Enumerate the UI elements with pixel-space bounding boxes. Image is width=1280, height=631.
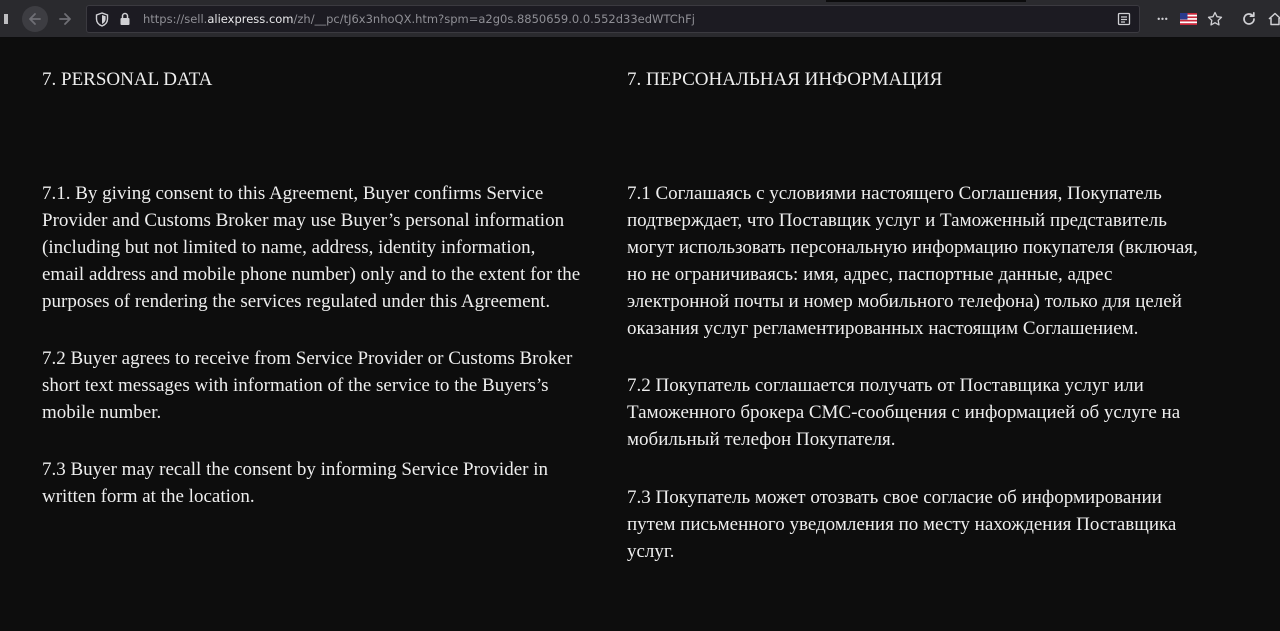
reload-icon bbox=[1241, 11, 1257, 27]
arrow-right-icon bbox=[57, 11, 73, 27]
page-content bbox=[0, 38, 1280, 631]
shield-icon[interactable] bbox=[95, 12, 109, 27]
text-line: Provider and Customs Broker may use Buyer’s personal information bbox=[42, 210, 565, 231]
heading-en: 7. PERSONAL DATA bbox=[42, 69, 213, 90]
star-icon bbox=[1207, 11, 1223, 27]
home-button[interactable] bbox=[1262, 6, 1280, 32]
text-line: mobile number. bbox=[42, 402, 162, 423]
back-button[interactable] bbox=[22, 6, 48, 32]
text-line: written form at the location. bbox=[42, 486, 255, 507]
text-line: email address and mobile phone number) only and to the extent for the bbox=[42, 264, 581, 285]
reload-button[interactable] bbox=[1236, 6, 1262, 32]
url-suffix: /zh/__pc/tJ6x3nhoQX.htm?spm=a2g0s.8850659.0.0.552d33edWTChFj bbox=[293, 12, 695, 26]
more-actions-button[interactable] bbox=[1149, 6, 1175, 32]
language-flag-button[interactable] bbox=[1175, 6, 1201, 32]
url-text[interactable] bbox=[143, 12, 1099, 26]
us-flag-icon bbox=[1180, 13, 1197, 25]
address-bar[interactable] bbox=[86, 5, 1140, 33]
text-line: оказания услуг регламентированных настоящим Соглашением. bbox=[627, 318, 1139, 339]
text-line: 7.2 Покупатель соглашается получать от Поставщика услуг или bbox=[627, 375, 1144, 396]
reader-view-icon[interactable] bbox=[1117, 12, 1131, 26]
lock-icon[interactable] bbox=[119, 12, 131, 26]
text-line: (including but not limited to name, address, identity information, bbox=[42, 237, 536, 258]
url-prefix: https://sell. bbox=[143, 12, 208, 26]
text-line: мобильный телефон Покупателя. bbox=[627, 429, 896, 450]
browser-toolbar bbox=[0, 0, 1280, 38]
text-line: short text messages with information of the service to the Buyers’s bbox=[42, 375, 549, 396]
text-line: 7.1. By giving consent to this Agreement, Buyer confirms Service bbox=[42, 183, 544, 204]
home-icon bbox=[1267, 11, 1280, 27]
bookmark-button[interactable] bbox=[1202, 6, 1228, 32]
text-line: 7.3 Покупатель может отозвать свое согласие об информировании bbox=[627, 487, 1162, 508]
ellipsis-icon: ••• bbox=[1156, 14, 1168, 24]
text-line: 7.3 Buyer may recall the consent by informing Service Provider in bbox=[42, 459, 549, 480]
text-line: электронной почты и номер мобильного телефона) только для целей bbox=[627, 291, 1182, 312]
text-line: 7.1 Соглашаясь с условиями настоящего Соглашения, Покупатель bbox=[627, 183, 1162, 204]
text-line: путем письменного уведомления по месту нахождения Поставщика bbox=[627, 514, 1177, 535]
text-line: подтверждает, что Поставщик услуг и Таможенный представитель bbox=[627, 210, 1167, 231]
text-line: но не ограничиваясь: имя, адрес, паспортные данные, адрес bbox=[627, 264, 1113, 285]
text-line: Таможенного брокера СМС-сообщения с информацией об услуге на bbox=[627, 402, 1181, 423]
heading-ru: 7. ПЕРСОНАЛЬНАЯ ИНФОРМАЦИЯ bbox=[627, 69, 943, 90]
arrow-left-icon bbox=[27, 11, 43, 27]
text-line: 7.2 Buyer agrees to receive from Service Provider or Customs Broker bbox=[42, 348, 573, 369]
text-line: могут использовать персональную информацию покупателя (включая, bbox=[627, 237, 1198, 258]
text-line: purposes of rendering the services regulated under this Agreement. bbox=[42, 291, 551, 312]
sidebar-edge-icon[interactable] bbox=[0, 6, 16, 32]
tab-strip-edge bbox=[826, 0, 1026, 2]
text-line: услуг. bbox=[627, 541, 675, 562]
forward-button[interactable] bbox=[52, 6, 78, 32]
url-domain: aliexpress.com bbox=[207, 12, 294, 26]
